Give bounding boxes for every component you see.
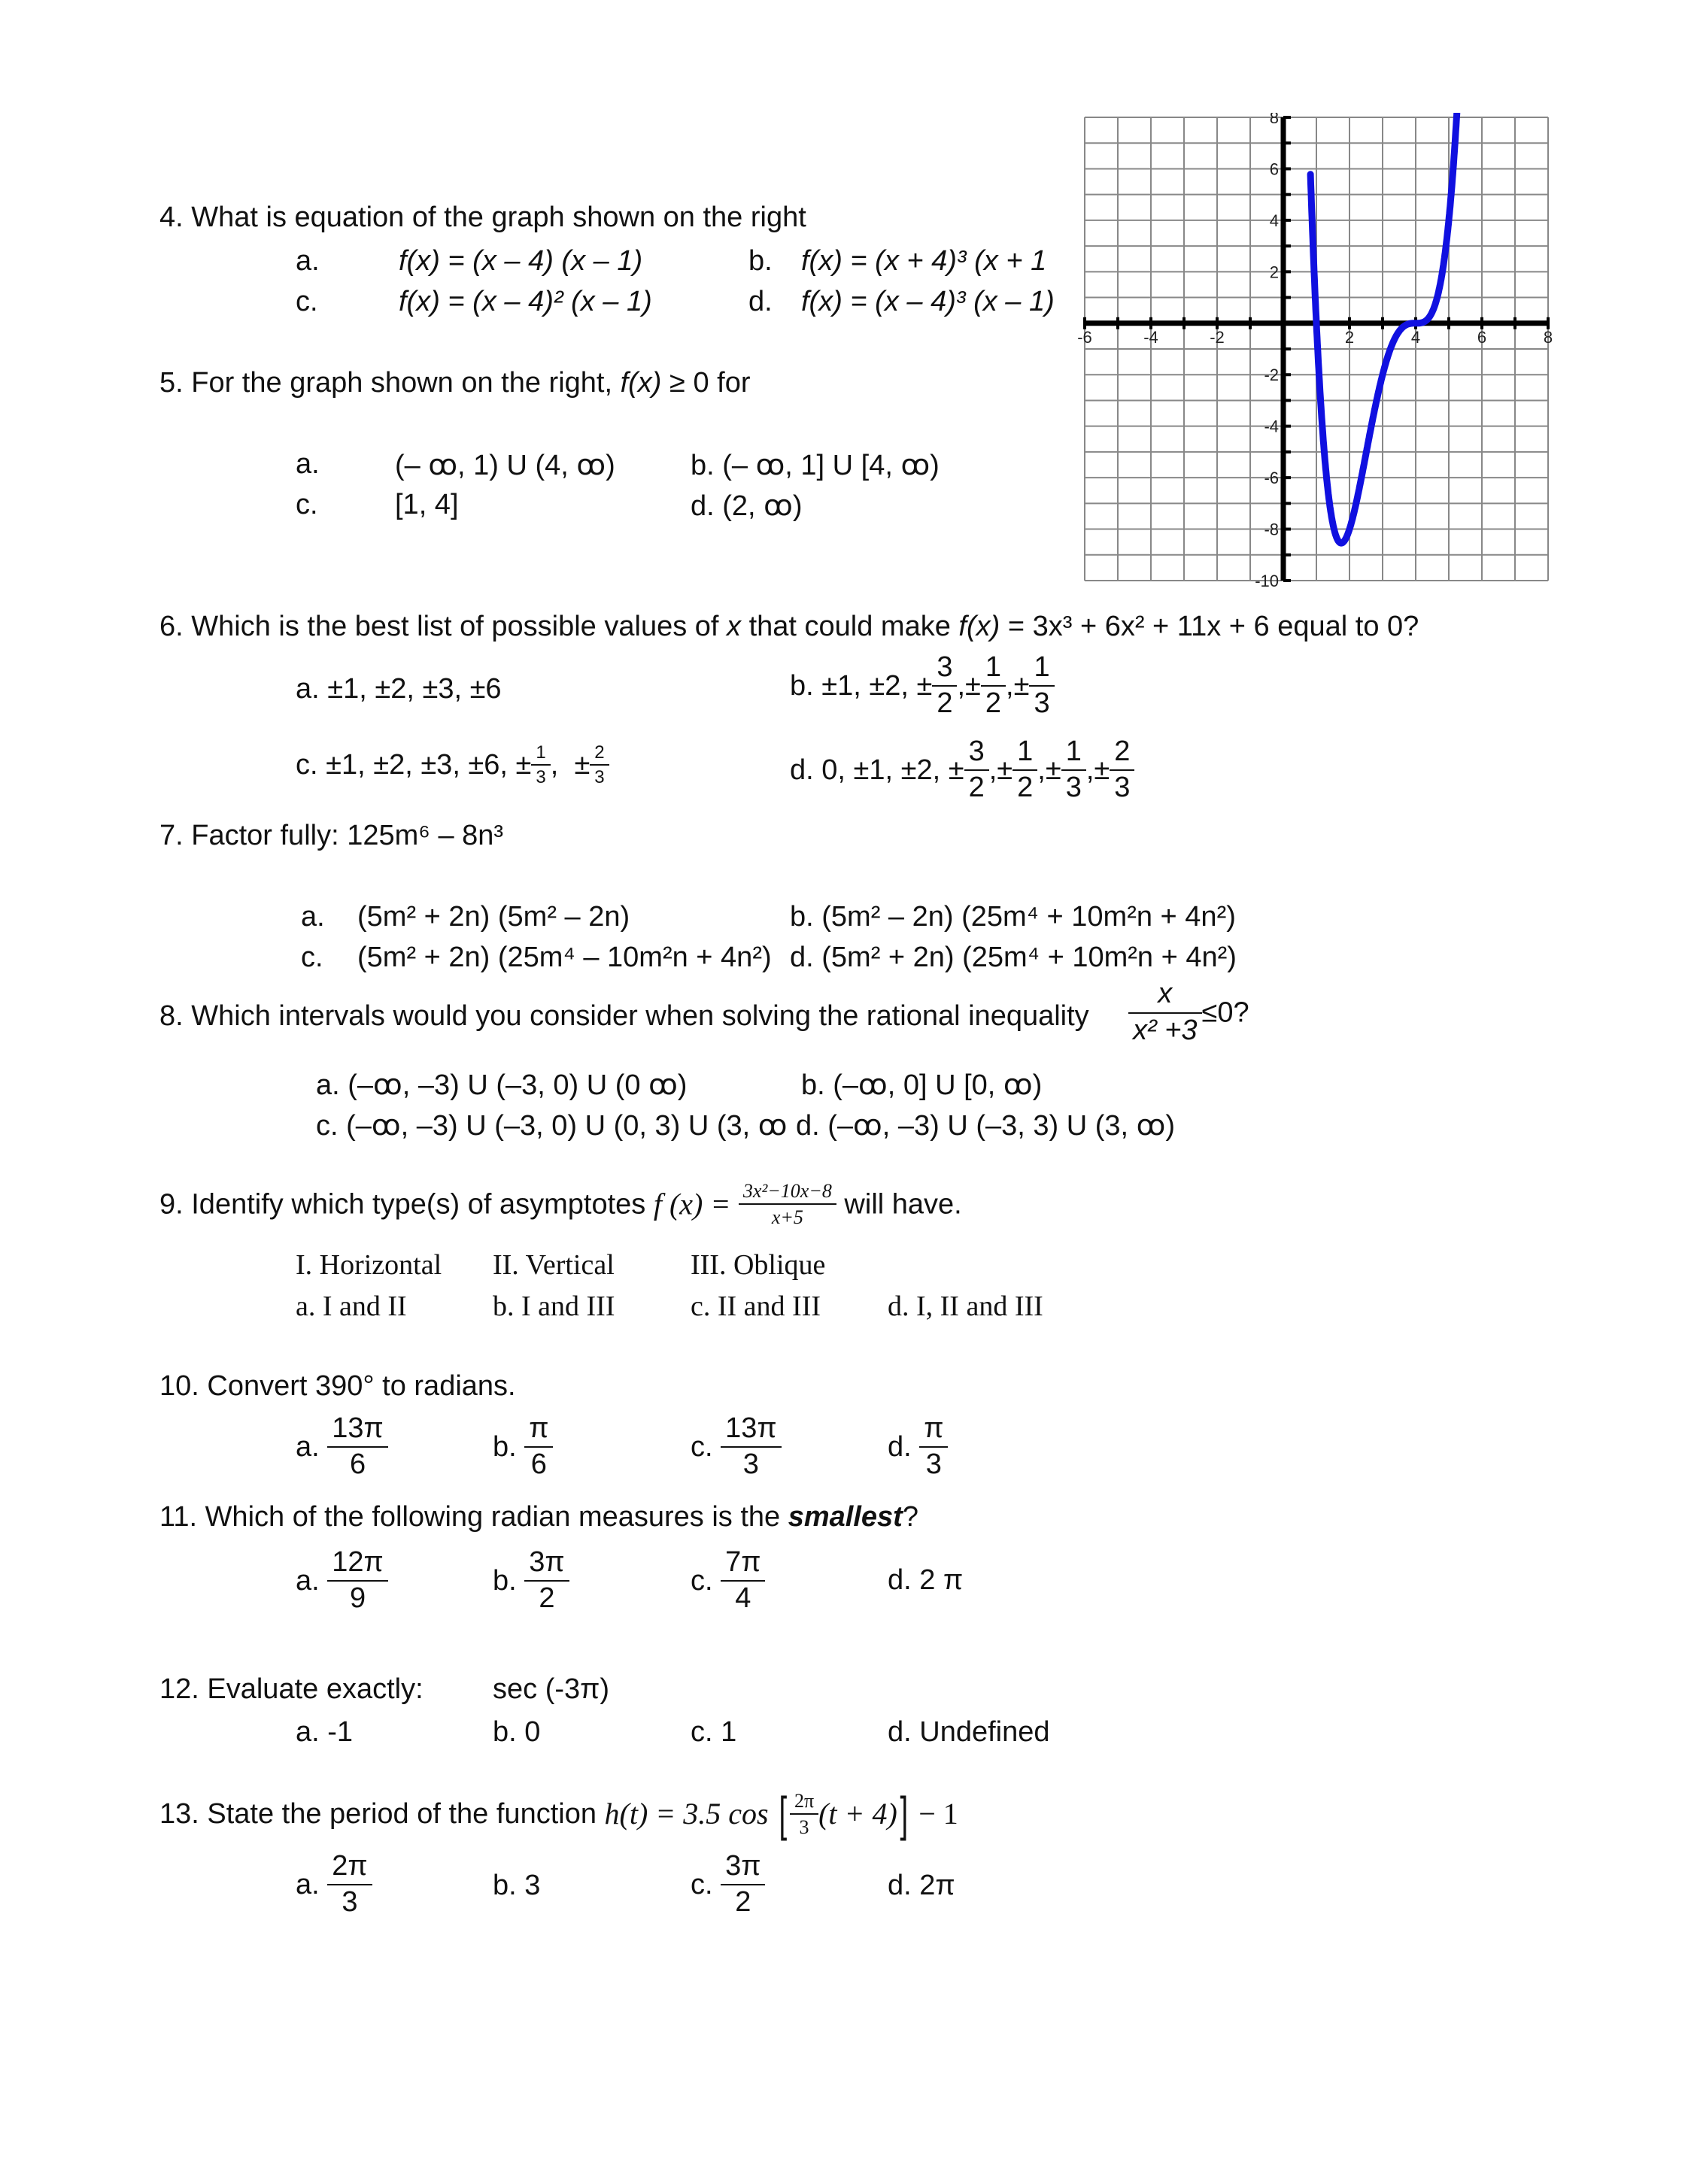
q4-option-d-label: d.: [748, 286, 773, 317]
q9-type-oblique: III. Oblique: [691, 1249, 826, 1281]
y-tick-label: -8: [1264, 520, 1279, 539]
q13-option-b: b. 3: [493, 1870, 541, 1901]
q8-inequality: $\frac{x}{\text{x² +3}}$ ≤0?: [1128, 979, 1249, 1046]
q4-option-a: f(x) = (x – 4) (x – 1): [399, 245, 643, 277]
q4-question: 4. What is equation of the graph shown on the right: [159, 202, 806, 233]
q9-type-horizontal: I. Horizontal: [296, 1249, 442, 1281]
q9-type-vertical: II. Vertical: [493, 1249, 615, 1281]
y-tick-label: -10: [1255, 572, 1279, 590]
q6-option-d: d. 0, ±1, ±2, ± $\frac{3}{2}$ ,± $\frac{1}{2}$ ,± $\frac{1}{3}$ ,± $\frac{2}{3}$: [790, 737, 1134, 803]
q12-option-c: c. 1: [691, 1716, 737, 1748]
q9-option-d: d. I, II and III: [888, 1291, 1043, 1322]
q7-question: 7. Factor fully: 125m⁶ – 8n³: [159, 820, 504, 851]
y-tick-label: 8: [1269, 113, 1279, 127]
q4-option-b-label: b.: [748, 245, 773, 277]
y-tick-label: -2: [1264, 366, 1279, 385]
q10-option-d: d. $\frac{\pi}{3}$: [888, 1414, 948, 1480]
q11-option-a: a. $\frac{12\pi}{9}$: [296, 1548, 388, 1614]
q8-option-d: d. (–ꝏ, –3) U (–3, 3) U (3, ꝏ): [796, 1110, 1175, 1142]
q10-option-c: c. $\frac{13\pi}{3}$: [691, 1414, 782, 1480]
y-tick-label: 6: [1269, 159, 1279, 179]
q10-option-a: a. $\frac{13\pi}{6}$: [296, 1414, 388, 1480]
q4-option-b: f(x) = (x + 4)³ (x + 1: [801, 245, 1047, 277]
q4-option-a-label: a.: [296, 245, 320, 277]
x-tick-label: 6: [1477, 327, 1487, 347]
q6-question: 6. Which is the best list of possible values of x that could make f(x) = 3x³ + 6x² + 11x + 6 equal to 0?: [159, 611, 1419, 642]
y-tick-label: -4: [1264, 417, 1279, 436]
q7-option-d: d. (5m² + 2n) (25m⁴ + 10m²n + 4n²): [790, 942, 1237, 973]
q5-option-c-label: c.: [296, 489, 318, 520]
q4-option-d: f(x) = (x – 4)³ (x – 1): [801, 286, 1055, 317]
q9-option-a: a. I and II: [296, 1291, 407, 1322]
y-tick-label: 4: [1269, 211, 1279, 230]
q6-option-a: a. ±1, ±2, ±3, ±6: [296, 673, 502, 705]
q7-option-c-label: c.: [301, 942, 323, 973]
q8-option-c: c. (–ꝏ, –3) U (–3, 0) U (0, 3) U (3, ꝏ: [316, 1110, 788, 1142]
q5-option-a: (– ꝏ, 1) U (4, ꝏ): [395, 450, 615, 481]
q5-option-b: b. (– ꝏ, 1] U [4, ꝏ): [691, 450, 940, 481]
q7-option-c: (5m² + 2n) (25m⁴ – 10m²n + 4n²): [357, 942, 772, 973]
q11-option-c: c. $\frac{7\pi}{4}$: [691, 1548, 765, 1614]
q10-question: 10. Convert 390° to radians.: [159, 1370, 516, 1402]
q13-option-a: a. $\frac{2\pi}{3}$: [296, 1852, 372, 1918]
y-tick-label: -6: [1264, 469, 1279, 488]
x-tick-label: -2: [1210, 327, 1225, 347]
q9-option-b: b. I and III: [493, 1291, 615, 1322]
x-tick-label: 2: [1344, 327, 1355, 347]
x-tick-label: 4: [1410, 327, 1421, 347]
q12-option-b: b. 0: [493, 1716, 541, 1748]
x-tick-label: -4: [1143, 327, 1158, 347]
q12-option-a: a. -1: [296, 1716, 354, 1748]
q12-expression: sec (-3π): [493, 1673, 610, 1705]
q10-option-b: b. $\frac{\pi}{6}$: [493, 1414, 553, 1480]
q13-option-d: d. 2π: [888, 1870, 955, 1901]
q7-option-a-label: a.: [301, 901, 325, 933]
q7-option-b: b. (5m² – 2n) (25m⁴ + 10m²n + 4n²): [790, 901, 1236, 933]
q8-option-a: a. (–ꝏ, –3) U (–3, 0) U (0 ꝏ): [316, 1069, 688, 1101]
q5-question: 5. For the graph shown on the right, f(x) ≥ 0 for: [159, 367, 751, 399]
q4-option-c-label: c.: [296, 286, 318, 317]
q11-option-d: d. 2 π: [888, 1564, 964, 1596]
q5-option-d: d. (2, ꝏ): [691, 490, 803, 522]
function-graph: [1068, 113, 1565, 594]
q12-question: 12. Evaluate exactly:: [159, 1673, 424, 1705]
x-tick-label: 8: [1543, 327, 1553, 347]
q12-option-d: d. Undefined: [888, 1716, 1050, 1748]
q8-question: 8. Which intervals would you consider when solving the rational inequality: [159, 1000, 1089, 1032]
q9-option-c: c. II and III: [691, 1291, 821, 1322]
q7-option-a: (5m² + 2n) (5m² – 2n): [357, 901, 630, 933]
q13-option-c: c. $\frac{3\pi}{2}$: [691, 1852, 765, 1918]
q6-option-b: b. ±1, ±2, ± $\frac{3}{2}$ ,± $\frac{1}{2}$ ,± $\frac{1}{3}$: [790, 653, 1055, 719]
x-tick-label: -6: [1077, 327, 1092, 347]
y-tick-label: 2: [1269, 262, 1279, 282]
q4-option-c: f(x) = (x – 4)² (x – 1): [399, 286, 652, 317]
q5-option-a-label: a.: [296, 448, 320, 480]
q13-question: 13. State the period of the function h(t) = 3.5 cos [ $\frac{2\pi}{3}$ (t + 4)] − 1: [159, 1787, 958, 1841]
q9-question: 9. Identify which type(s) of asymptotes f (x) = $\frac{\text{3x²−10x−8}}{x+5}$ will have.: [159, 1180, 962, 1229]
q11-option-b: b. $\frac{3\pi}{2}$: [493, 1548, 569, 1614]
q8-option-b: b. (–ꝏ, 0] U [0, ꝏ): [801, 1069, 1043, 1101]
q6-option-c: c. ±1, ±2, ±3, ±6, ± $\frac{1}{3}$ , ± $\frac{2}{3}$: [296, 743, 609, 787]
q5-option-c: [1, 4]: [395, 489, 459, 520]
q11-question: 11. Which of the following radian measures is the smallest?: [159, 1501, 918, 1533]
